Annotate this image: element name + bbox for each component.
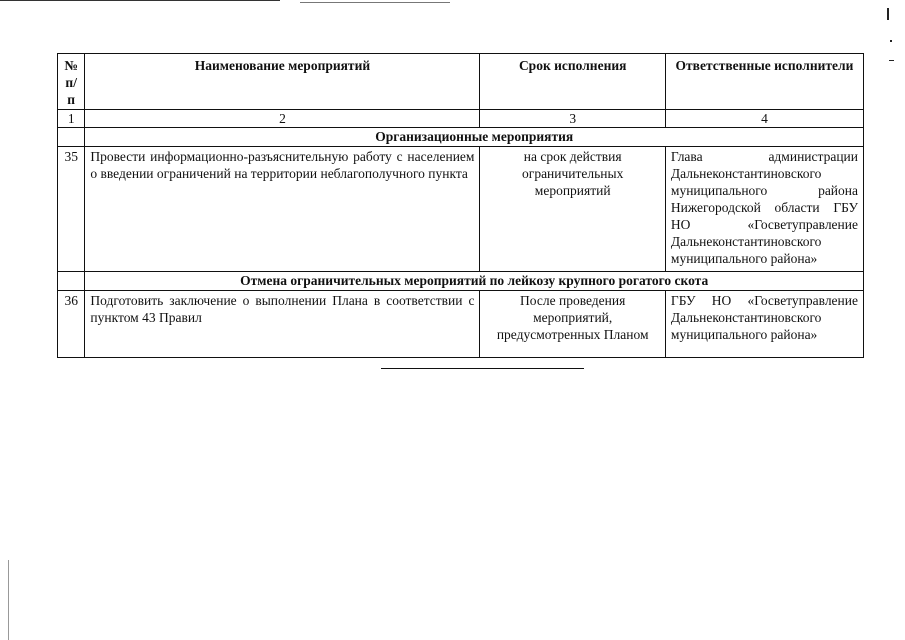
header-term: Срок исполнения: [480, 54, 665, 110]
row-term: на срок действия ограничительных мероприятий: [480, 147, 665, 272]
column-index: 4: [665, 110, 863, 128]
table-row: [58, 147, 864, 272]
scan-artifact-edge: [8, 560, 9, 640]
column-index: 1: [58, 110, 85, 128]
section-title: Организационные мероприятия: [85, 128, 864, 147]
section-row: [58, 128, 864, 147]
section-title: Отмена ограничительных мероприятий по лейкозу крупного рогатого скота: [85, 272, 864, 291]
row-number: 36: [58, 291, 85, 358]
row-responsible: ГБУ НО «Госветуправление Дальнеконстантиновского муниципального района»: [665, 291, 863, 358]
row-measure: Подготовить заключение о выполнении Плана в соответствии с пунктом 43 Правил: [85, 291, 480, 358]
scan-speck: [889, 60, 894, 61]
section-num-cell: [58, 272, 85, 291]
column-index-row: [58, 110, 864, 128]
section-row: [58, 272, 864, 291]
closing-rule-line: [381, 368, 584, 369]
row-measure: Провести информационно-разъяснительную работу с населением о введении ограничений на территории неблагополучного пункта: [85, 147, 480, 272]
scan-speck: [887, 8, 889, 20]
scan-speck: [890, 40, 892, 42]
table-header-row: [58, 54, 864, 110]
scan-artifact-line: [300, 2, 450, 3]
row-number: 35: [58, 147, 85, 272]
column-index: 3: [480, 110, 665, 128]
header-num: № п/п: [58, 54, 85, 110]
header-responsible: Ответственные исполнители: [665, 54, 863, 110]
column-index: 2: [85, 110, 480, 128]
header-name: Наименование мероприятий: [85, 54, 480, 110]
measures-table: [57, 53, 864, 358]
row-term: После проведения мероприятий, предусмотренных Планом: [480, 291, 665, 358]
scan-artifact-line: [0, 0, 280, 1]
row-responsible: Глава администрации Дальнеконстантиновского муниципального района Нижегородской области ГБУ НО «Госветуправление Дальнеконстантиновского муниципального района»: [665, 147, 863, 272]
section-num-cell: [58, 128, 85, 147]
table-row: [58, 291, 864, 358]
